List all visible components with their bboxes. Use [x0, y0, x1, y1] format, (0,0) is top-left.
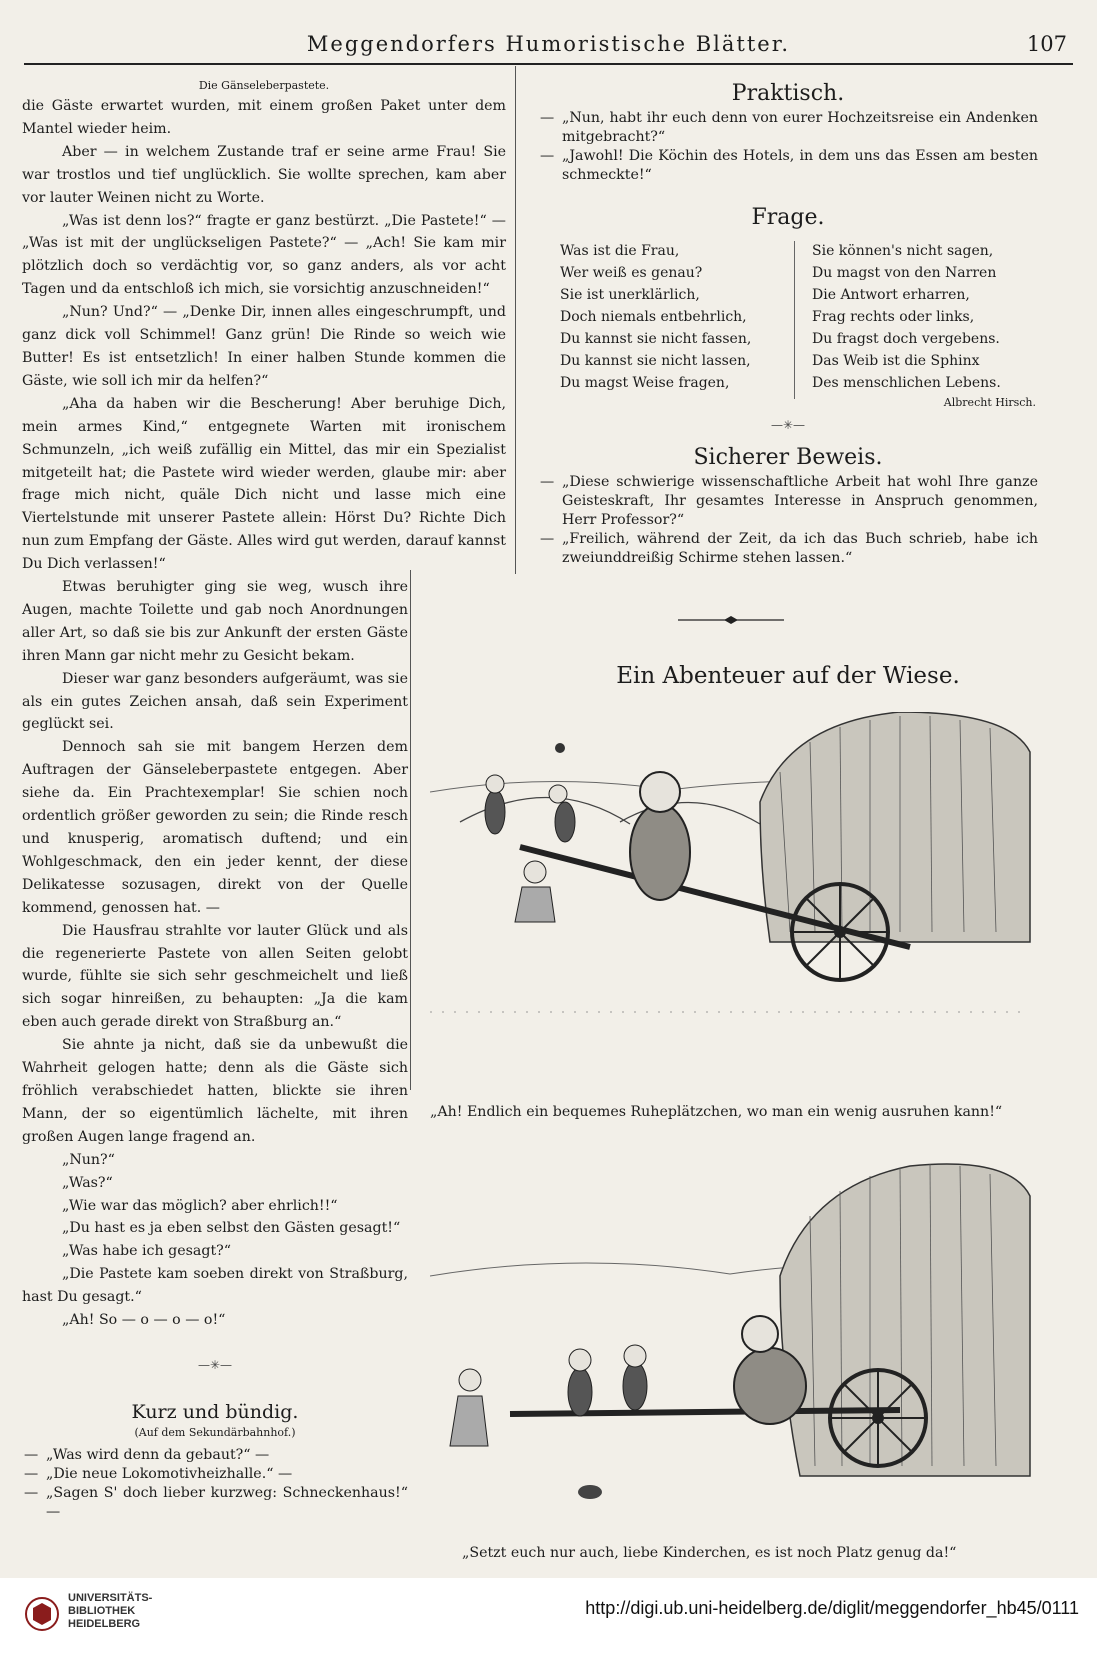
- page-number: 107: [1026, 32, 1067, 56]
- frage-heading: Frage.: [751, 205, 825, 230]
- poem-line: Du kannst sie nicht fassen,: [560, 331, 752, 347]
- beweis-heading: Sicherer Beweis.: [693, 445, 883, 470]
- column-divider: [515, 66, 516, 574]
- header-rule: [24, 63, 1073, 65]
- caption-1: „Ah! Endlich ein bequemes Ruheplätzchen, wo man ein wenig ausruhen kann!“: [430, 1104, 1003, 1120]
- dialogue-line: „Du hast es ja eben selbst den Gästen gesagt!“: [62, 1220, 401, 1237]
- poem-line: Das Weib ist die Sphinx: [812, 353, 980, 369]
- dash: —: [24, 1446, 39, 1463]
- dialogue-line: „Wie war das möglich? aber ehrlich!!“: [62, 1197, 338, 1214]
- illustration-meadow-1: [430, 712, 1036, 1096]
- kurz-line: — „Sagen S' doch lieber kurzweg: Schneckenhaus!“ —: [24, 1484, 408, 1520]
- poem-line: Du fragst doch vergebens.: [812, 331, 1000, 347]
- poem-left-stanza: [560, 240, 786, 394]
- illustration-meadow-2: [430, 1156, 1036, 1536]
- poem-line: Die Antwort erharren,: [812, 287, 970, 303]
- poem-right-stanza: [812, 240, 1036, 412]
- library-line: BIBLIOTHEK: [68, 1605, 136, 1617]
- poem-line: Du magst von den Narren: [812, 265, 997, 281]
- dialogue-line: „Nun?“: [62, 1151, 115, 1168]
- page-header: [24, 28, 1073, 58]
- paragraph: Sie ahnte ja nicht, daß sie da unbewußt die Wahrheit gelogen hatte; denn als die Gäste sich fröhlich verabschiedet hatten, blickte sie ihren Mann, der so eigentümlich lächelte, mit ihren großen Augen lange fragend an.: [22, 1037, 408, 1145]
- dash: —: [24, 1465, 39, 1482]
- kurz-heading: Kurz und bündig.: [131, 1400, 299, 1423]
- dialogue-line: „Ah! So — o — o — o!“: [62, 1312, 226, 1329]
- beweis-section: [538, 445, 1038, 568]
- abenteuer-heading: Ein Abenteuer auf der Wiese.: [616, 663, 960, 689]
- kurz-line: — „Die neue Lokomotivheizhalle.“ —: [24, 1465, 293, 1482]
- dialogue-line: — „Jawohl! Die Köchin des Hotels, in dem uns das Essen am besten schmeckte!“: [540, 148, 1038, 183]
- paragraph: „Nun? Und?“ — „Denke Dir, innen alles eingeschrumpft, und ganz dick voll Schimmel! Ganz grün! Die Rinde so weich wie Butter! Es ist entsetzlich! In einer halben Stunde kommen die Gäste, wie soll ich mir da helfen?“: [22, 304, 506, 389]
- ornament: —✳—: [770, 418, 806, 432]
- kurz-line: — „Was wird denn da gebaut?“ —: [24, 1446, 270, 1463]
- kurz-section: [22, 1401, 408, 1522]
- dash: —: [540, 474, 555, 490]
- paragraph: die Gäste erwartet wurden, mit einem großen Paket unter dem Mantel wieder heim.: [22, 98, 506, 137]
- poem-author: Albrecht Hirsch.: [943, 396, 1036, 409]
- paragraph: Die Hausfrau strahlte vor lauter Glück und als die regenerierte Pastete von allen Seiten gelobt wurde, fühlte sie sich sehr geschmeichelt und ließ sich sogar hinreißen, zu behaupten: „Ja die kam eben auch gerade direkt von Straßburg an.“: [22, 922, 408, 1031]
- dialogue-line: „Die Pastete kam soeben direkt von Straßburg, hast Du gesagt.“: [22, 1266, 408, 1306]
- poem-line: Du magst Weise fragen,: [560, 375, 730, 391]
- library-footer: [0, 1578, 1097, 1659]
- praktisch-heading: Praktisch.: [731, 81, 845, 106]
- poem-divider: [794, 241, 795, 399]
- frage-section: [538, 205, 1038, 230]
- poem-line: Sie ist unerklärlich,: [560, 287, 700, 303]
- dash: —: [540, 148, 555, 164]
- poem-line: Wer weiß es genau?: [560, 265, 703, 281]
- source-url[interactable]: http://digi.ub.uni-heidelberg.de/diglit/meggendorfer_hb45/0111: [585, 1598, 1079, 1618]
- poem-line: Frag rechts oder links,: [812, 309, 975, 325]
- kurz-subheading: (Auf dem Sekundärbahnhof.): [134, 1425, 296, 1439]
- dash: —: [540, 531, 555, 547]
- praktisch-section: [538, 81, 1038, 185]
- abenteuer-section: [538, 663, 1038, 689]
- paragraph: Dieser war ganz besonders aufgeräumt, was sie als ein gutes Zeichen ansah, daß sein Experiment geglückt sei.: [22, 670, 408, 733]
- ornament-divider: [678, 610, 784, 620]
- poem-line: Doch niemals entbehrlich,: [560, 309, 747, 325]
- poem-line: Du kannst sie nicht lassen,: [560, 353, 751, 369]
- running-title: Die Gänseleberpastete.: [198, 79, 330, 92]
- magazine-title: Meggendorfers Humoristische Blätter.: [306, 32, 791, 56]
- university-seal-icon: [24, 1596, 60, 1632]
- paragraph: „Aha da haben wir die Bescherung! Aber beruhige Dich, mein armes Kind,“ entgegnete Warten mit ironischem Schmunzeln, „ich weiß zufällig ein Mittel, das mir ein Spezialist mitgeteilt hat; die Pastete wird wieder werden, glaube mir: aber frage mich nicht, quäle Dich nicht und lasse mich eine Viertelstunde mit unserer Pastete allein: Hörst Du? Richte Dich nun zum Empfang der Gäste. Alles wird gut werden, darauf kannst Du Dich verlassen!“: [22, 395, 506, 573]
- library-name: [68, 1592, 152, 1631]
- dialogue-line: „Was?“: [62, 1174, 113, 1191]
- dash: —: [24, 1484, 39, 1501]
- caption-2: „Setzt euch nur auch, liebe Kinderchen, es ist noch Platz genug da!“: [462, 1545, 957, 1561]
- paragraph: Etwas beruhigter ging sie weg, wusch ihre Augen, machte Toilette und gab noch Anordnungen aller Art, so daß sie bis zur Ankunft der ersten Gäste ihren Mann gar nicht mehr zu Gesicht bekam.: [22, 579, 408, 664]
- dialogue-line: — „Freilich, während der Zeit, da ich das Buch schrieb, habe ich zweiunddreißig Schirme stehen lassen.“: [540, 531, 1038, 566]
- poem-line: Des menschlichen Lebens.: [812, 375, 1001, 391]
- dialogue-line: — „Diese schwierige wissenschaftliche Arbeit hat wohl Ihre ganze Geisteskraft, Ihr gesamtes Interesse in Anspruch genommen, Herr Professor?“: [540, 474, 1038, 528]
- poem-line: Was ist die Frau,: [560, 243, 680, 259]
- dialogue-line: — „Nun, habt ihr euch denn von eurer Hochzeitsreise ein Andenken mitgebracht?“: [540, 110, 1038, 145]
- dialogue-line: „Was habe ich gesagt?“: [62, 1243, 232, 1260]
- column-divider: [410, 570, 411, 1090]
- paragraph: Dennoch sah sie mit bangem Herzen dem Auftragen der Gänseleberpastete entgegen. Aber siehe da. Ein Prachtexemplar! Sie schien noch ordentlich größer geworden zu sein; die Rinde resch und knusperig, aromatisch duftend; und ein Wohlgeschmack, den ein jeder kennt, der diese Delikatesse sozusagen, direkt von der Quelle kommend, genossen hat. —: [22, 739, 408, 916]
- dash: —: [540, 110, 555, 126]
- library-line: HEIDELBERG: [68, 1618, 141, 1630]
- paragraph: „Was ist denn los?“ fragte er ganz bestürzt. „Die Pastete!“ — „Was ist mit der unglückseligen Pastete?“ — „Ach! Sie kam mir plötzlich doch so verdächtig vor, so ganz anders, als vor acht Tagen und da entschloß ich mich, sie vorsichtig anzuschneiden!“: [22, 212, 506, 298]
- paragraph: Aber — in welchem Zustande traf er seine arme Frau! Sie war trostlos und tief unglücklich. Sie wollte sprechen, kam aber vor lauter Weinen nicht zu Worte.: [22, 143, 506, 206]
- library-line: UNIVERSITÄTS-: [68, 1592, 153, 1604]
- ornament: —✳—: [197, 1357, 233, 1372]
- poem-line: Sie können's nicht sagen,: [812, 243, 994, 259]
